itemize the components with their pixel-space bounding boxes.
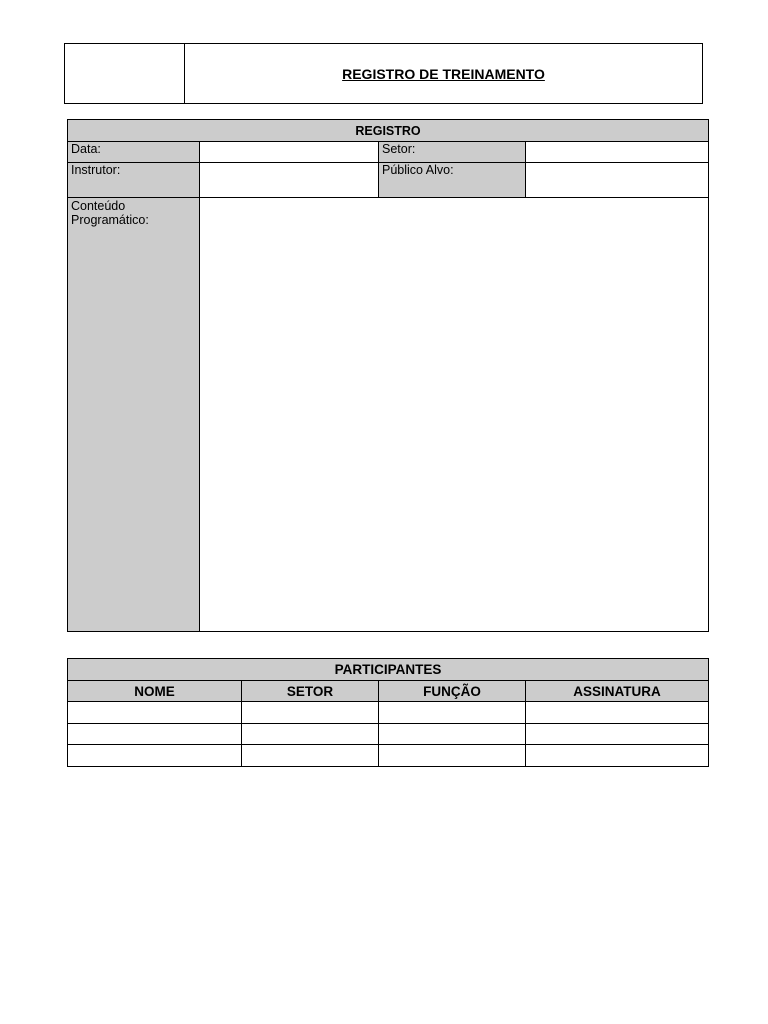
funcao-cell[interactable] (379, 702, 526, 724)
participantes-table (67, 658, 709, 767)
table-row (68, 702, 709, 724)
nome-cell[interactable] (68, 702, 242, 724)
table-row (68, 724, 709, 745)
assinatura-cell[interactable] (526, 702, 709, 724)
document-title: REGISTRO DE TREINAMENTO (342, 65, 545, 82)
setor-cell[interactable] (242, 724, 379, 745)
setor-field[interactable] (526, 142, 709, 163)
setor-cell[interactable] (242, 702, 379, 724)
instrutor-label: Instrutor: (68, 163, 200, 198)
conteudo-programatico-field[interactable] (200, 198, 709, 632)
assinatura-cell[interactable] (526, 724, 709, 745)
data-label: Data: (68, 142, 200, 163)
instrutor-field[interactable] (200, 163, 379, 198)
publico-alvo-field[interactable] (526, 163, 709, 198)
setor-cell[interactable] (242, 745, 379, 767)
assinatura-cell[interactable] (526, 745, 709, 767)
conteudo-programatico-label (68, 198, 200, 632)
conteudo-label-line1: Conteúdo (71, 199, 126, 213)
conteudo-label-line2: Programático: (71, 213, 149, 227)
funcao-cell[interactable] (379, 745, 526, 767)
data-field[interactable] (200, 142, 379, 163)
nome-cell[interactable] (68, 745, 242, 767)
column-header-assinatura: ASSINATURA (526, 681, 709, 702)
document-header (64, 43, 703, 104)
column-header-funcao: FUNÇÃO (379, 681, 526, 702)
registro-table (67, 119, 709, 632)
participantes-heading: PARTICIPANTES (68, 659, 709, 681)
nome-cell[interactable] (68, 724, 242, 745)
registro-heading: REGISTRO (68, 120, 709, 142)
funcao-cell[interactable] (379, 724, 526, 745)
column-header-setor: SETOR (242, 681, 379, 702)
column-header-nome: NOME (68, 681, 242, 702)
title-cell (185, 44, 702, 103)
publico-alvo-label: Público Alvo: (379, 163, 526, 198)
setor-label: Setor: (379, 142, 526, 163)
logo-placeholder (65, 44, 185, 103)
table-row (68, 745, 709, 767)
